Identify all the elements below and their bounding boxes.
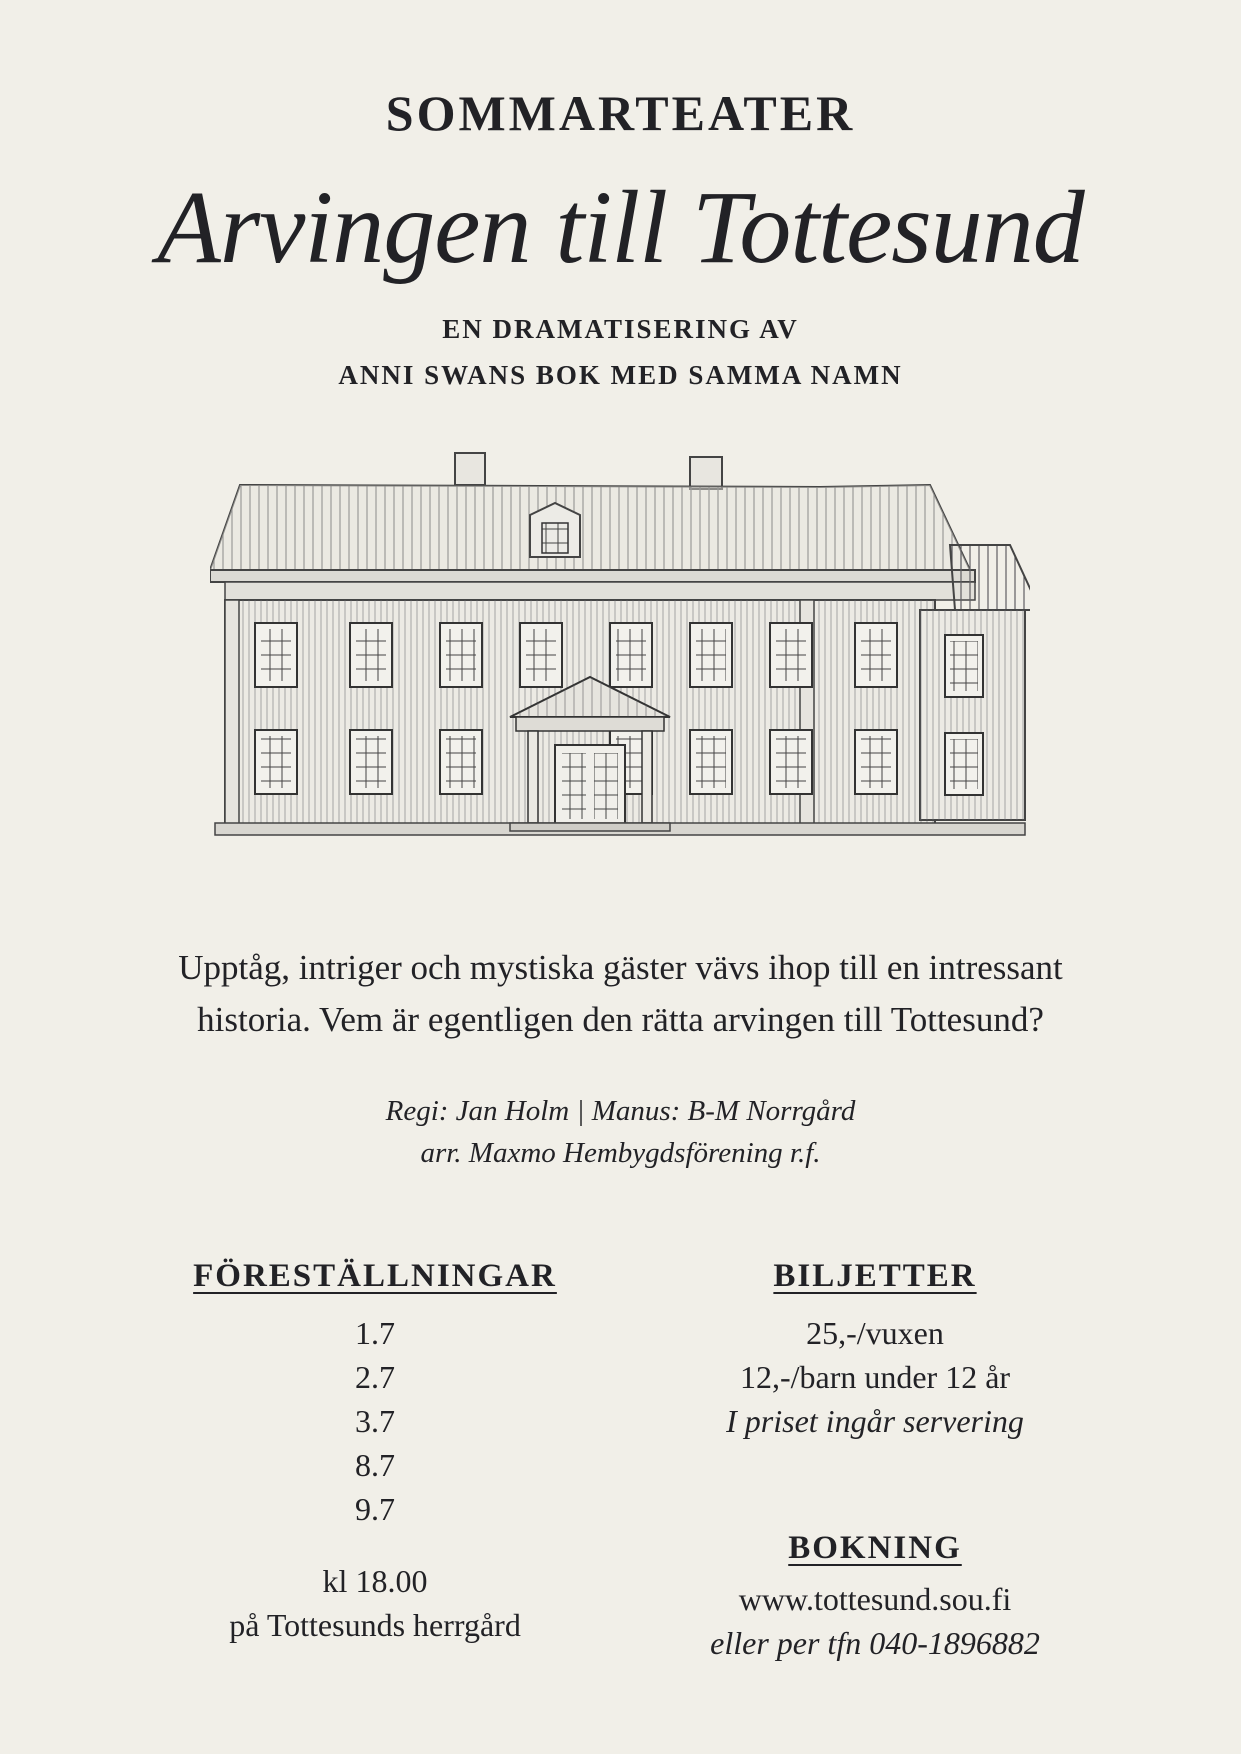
credits-director-writer: Regi: Jan Holm | Manus: B-M Norrgård — [385, 1095, 856, 1127]
performance-date: 3.7 — [355, 1403, 395, 1439]
booking-section — [660, 1530, 1090, 1665]
performances-heading: FÖRESTÄLLNINGAR — [193, 1258, 557, 1294]
performance-date: 1.7 — [355, 1315, 395, 1351]
ticket-price-adult: 25,-/vuxen — [806, 1315, 944, 1351]
tickets-section — [660, 1258, 1090, 1443]
performances-section — [160, 1258, 590, 1647]
credits-organizer: arr. Maxmo Hembygdsförening r.f. — [420, 1137, 821, 1169]
ticket-note: I priset ingår servering — [726, 1403, 1024, 1439]
booking-phone: eller per tfn 040-1896882 — [710, 1625, 1040, 1661]
performance-date: 9.7 — [355, 1491, 395, 1527]
booking-heading: BOKNING — [788, 1530, 962, 1566]
ticket-price-child: 12,-/barn under 12 år — [739, 1359, 1011, 1395]
description — [0, 942, 1241, 1046]
booking-website-link[interactable]: www.tottesund.sou.fi — [738, 1581, 1012, 1617]
kicker-text: SOMMARTEATER — [385, 85, 856, 141]
description-line-2: historia. Vem är egentligen den rätta arvingen till Tottesund? — [197, 1000, 1044, 1039]
subtitle-line-2: ANNI SWANS BOK MED SAMMA NAMN — [338, 360, 903, 390]
performance-venue: på Tottesunds herrgård — [229, 1607, 521, 1643]
play-title: Arvingen till Tottesund — [157, 170, 1084, 285]
manor-house-illustration — [210, 445, 1030, 885]
performance-time: kl 18.00 — [322, 1563, 428, 1599]
description-line-1: Upptåg, intriger och mystiska gäster vävs ihop till en intressant — [178, 948, 1063, 987]
subtitle-line-1: EN DRAMATISERING AV — [442, 314, 799, 344]
performance-date: 2.7 — [355, 1359, 395, 1395]
performance-date: 8.7 — [355, 1447, 395, 1483]
tickets-heading: BILJETTER — [773, 1258, 977, 1294]
credits — [0, 1090, 1241, 1174]
